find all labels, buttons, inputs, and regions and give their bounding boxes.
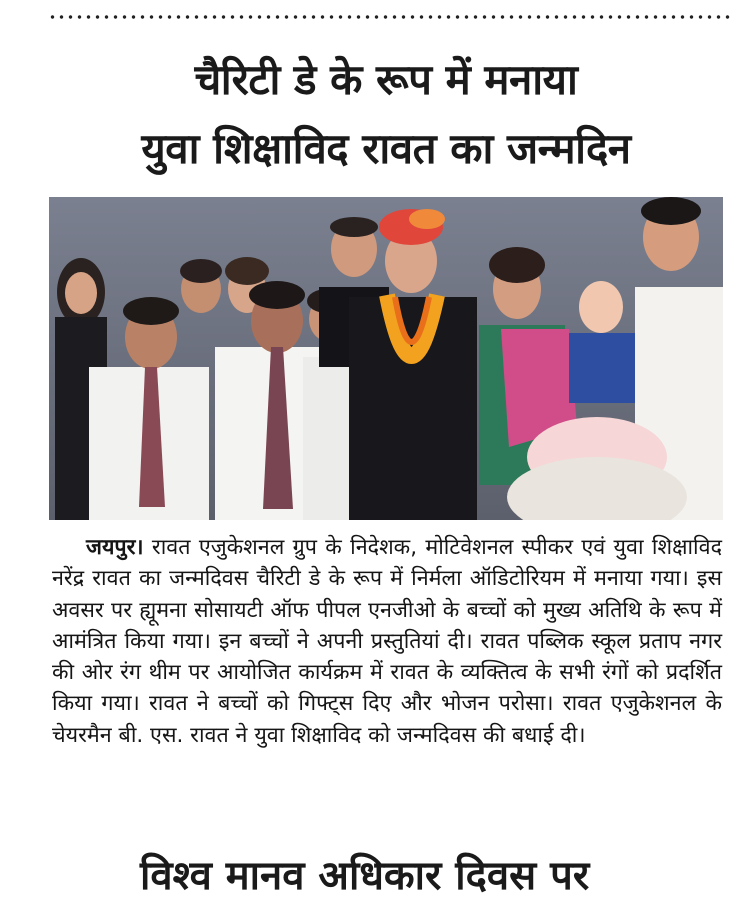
next-article-headline: विश्व मानव अधिकार दिवस पर [140,853,590,899]
dateline: जयपुर। [86,535,144,560]
headline-line-1: चैरिटी डे के रूप में मनाया [194,55,578,104]
dotted-rule [48,14,732,20]
news-photo [49,197,723,520]
article-body [52,532,722,751]
article-text: रावत एजुकेशनल ग्रुप के निदेशक, मोटिवेशनल स्पीकर एवं युवा शिक्षाविद नरेंद्र रावत का जन्मदिवस चैरिटी डे के रूप में निर्मला ऑडिटोरियम में मनाया गया। इस अवसर पर ह्यूमना सोसायटी ऑफ पीपल एनजीओ के बच्चों को मुख्य अतिथि के रूप में आमंत्रित किया गया। इन बच्चों ने अपनी प्रस्तुतियां दी। रावत पब्लिक स्कूल प्रताप नगर की ओर रंग थीम पर आयोजित कार्यक्रम में रावत के व्यक्तित्व के सभी रंगों को प्रदर्शित किया गया। रावत ने बच्चों को गिफ्ट्स दिए और भोजन परोसा। रावत एजुकेशनल के चेयरमैन बी. एस. रावत ने युवा शिक्षाविद को जन्मदिवस की बधाई दी। [52,535,722,748]
headline-line-2: युवा शिक्षाविद रावत का जन्मदिन [141,124,631,173]
